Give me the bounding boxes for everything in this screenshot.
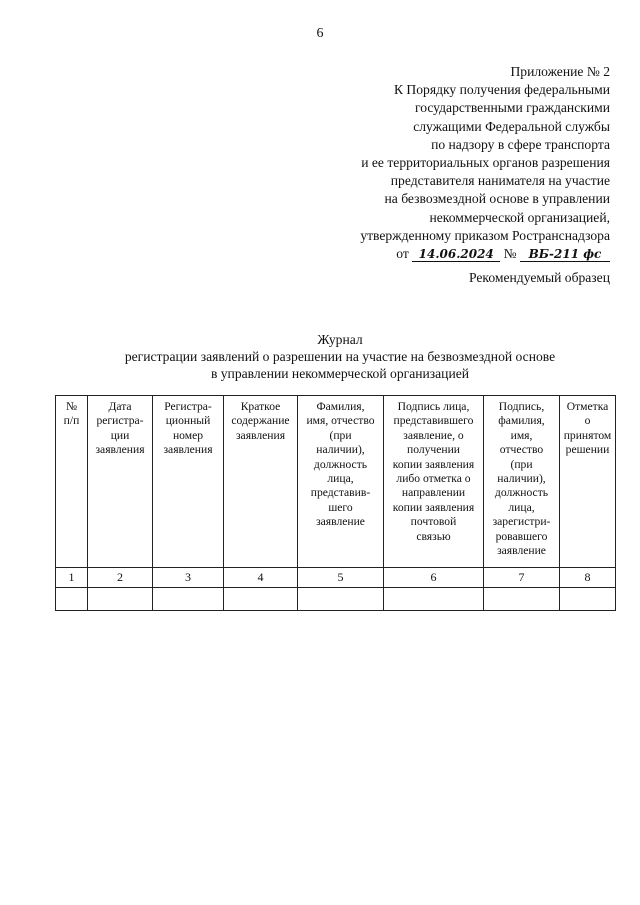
header-cell-applicant [298, 396, 384, 568]
header-text-line: наличии), [316, 443, 365, 457]
empty-cell [298, 588, 384, 611]
header-text-line: должность [313, 457, 368, 471]
from-label: от [396, 246, 409, 262]
journal-heading [0, 331, 640, 382]
header-text-line: отчество [499, 443, 544, 457]
column-number-cell: 2 [88, 568, 153, 588]
column-number-cell: 4 [224, 568, 298, 588]
header-cell-number [56, 396, 88, 568]
header-text-line: почтовой [410, 515, 457, 529]
header-text-line: ции [110, 428, 130, 442]
journal-subtitle-line1: регистрации заявлений о разрешении на участие на безвозмездной основе [124, 349, 556, 364]
header-text-line: Регистра- [164, 400, 212, 413]
empty-cell [88, 588, 153, 611]
appendix-line: представителя нанимателя на участие [390, 173, 610, 189]
header-text-line: заявления [95, 443, 145, 457]
header-text-line: заявление [316, 515, 365, 529]
header-text-line: содержание [231, 414, 290, 428]
column-number-cell: 3 [153, 568, 224, 588]
header-text-line: Фамилия, [316, 400, 365, 413]
column-number-cell: 6 [384, 568, 484, 588]
header-text-line: копии заявления [392, 500, 475, 514]
header-text-line: принятом [563, 428, 612, 442]
header-text-line: шего [328, 500, 353, 514]
header-cell-applicant-signature [384, 396, 484, 568]
header-text-line: ционный [165, 414, 211, 428]
appendix-line: некоммерческой организацией, [429, 209, 610, 225]
appendix-line: по надзору в сфере транспорта [431, 136, 610, 152]
header-text-line: Краткое [240, 400, 281, 413]
appendix-line: К Порядку получения федеральными [393, 82, 610, 98]
appendix-line: государственными гражданскими [414, 100, 610, 116]
empty-cell [484, 588, 560, 611]
header-text-line: либо отметка о [396, 472, 471, 486]
header-text-line: лица, [327, 472, 354, 486]
empty-cell [224, 588, 298, 611]
empty-cell [153, 588, 224, 611]
column-number-row [56, 568, 616, 588]
recommended-sample-label: Рекомендуемый образец [469, 270, 610, 285]
journal-subtitle-line2: в управлении некоммерческой организацией [210, 366, 470, 381]
header-text-line: номер [172, 428, 204, 442]
handwritten-order-number: ВБ-211 фс [520, 247, 610, 262]
header-text-line: наличии), [497, 472, 546, 486]
header-text-line: заявления [235, 428, 286, 442]
header-cell-summary [224, 396, 298, 568]
header-text-line: получении [406, 443, 461, 457]
appendix-block [290, 63, 610, 263]
appendix-line: и ее территориальных органов разрешения [361, 155, 610, 171]
page-number: 6 [316, 26, 324, 41]
header-text-line: представившего [393, 414, 474, 428]
column-number-cell: 5 [298, 568, 384, 588]
header-text-line: о [584, 414, 591, 428]
header-cell-registration-date [88, 396, 153, 568]
header-text-line: заявление [497, 544, 546, 558]
journal-title: Журнал [317, 332, 363, 347]
header-text-line: зарегистри- [492, 515, 551, 529]
appendix-line: служащими Федеральной службы [413, 118, 610, 134]
header-cell-registration-number [153, 396, 224, 568]
order-reference-line [290, 245, 610, 263]
header-text-line: регистра- [96, 414, 144, 428]
header-cell-registrar [484, 396, 560, 568]
column-number-cell: 8 [560, 568, 616, 588]
header-text-line: (при [510, 457, 533, 471]
header-row [56, 396, 616, 568]
header-text-line: копии заявления [392, 457, 475, 471]
appendix-line: Приложение № 2 [510, 64, 610, 79]
header-text-line: заявления [163, 443, 213, 457]
header-text-line: имя, [510, 428, 533, 442]
handwritten-date: 14.06.2024 [412, 247, 500, 262]
column-number-cell: 1 [56, 568, 88, 588]
header-text-line: заявление, о [403, 428, 464, 442]
empty-cell [560, 588, 616, 611]
header-text-line: имя, отчество [306, 414, 375, 428]
header-text-line: фамилия, [498, 414, 545, 428]
appendix-line: на безвозмездной основе в управлении [384, 191, 610, 207]
header-text-line: направлении [401, 486, 466, 500]
header-text-line: Подпись, [498, 400, 545, 413]
header-cell-decision [560, 396, 616, 568]
header-text-line: ровавшего [495, 529, 548, 543]
empty-cell [384, 588, 484, 611]
empty-table-row [56, 588, 616, 611]
header-text-line: Отметка [566, 400, 609, 413]
column-number-cell: 7 [484, 568, 560, 588]
header-text-line: должность [494, 486, 549, 500]
header-text-line: связью [416, 529, 451, 543]
header-text-line: Дата [108, 400, 132, 413]
empty-cell [56, 588, 88, 611]
header-text-line: представив- [310, 486, 371, 500]
header-text-line: № [65, 400, 78, 413]
number-label: № [503, 246, 517, 262]
appendix-line: утвержденному приказом Ространснадзора [360, 227, 610, 243]
journal-table [55, 395, 616, 611]
header-text-line: п/п [63, 414, 80, 428]
header-text-line: решении [565, 443, 610, 457]
header-text-line: Подпись лица, [397, 400, 470, 413]
header-text-line: (при [329, 428, 352, 442]
header-text-line: лица, [508, 500, 535, 514]
